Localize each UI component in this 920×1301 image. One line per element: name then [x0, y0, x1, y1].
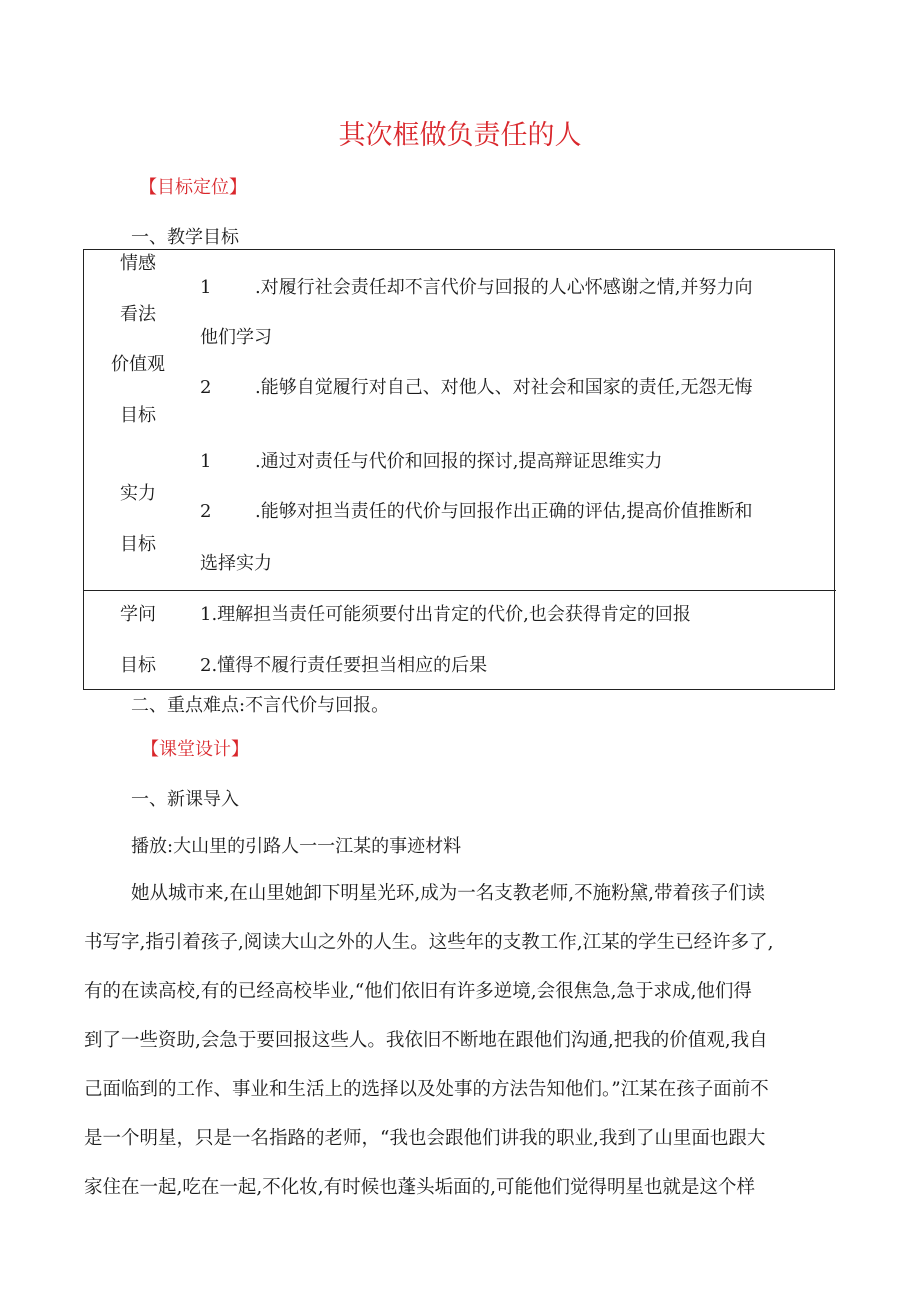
row1-item1-number: 1	[200, 277, 212, 298]
row2-item2-number: 2	[200, 501, 212, 522]
subsection-intro: 一、新课导入	[131, 789, 239, 810]
row3-item2: 2.懂得不履行责任要担当相应的后果	[200, 655, 488, 676]
row2-item2-continuation: 选择实力	[200, 553, 272, 574]
play-line: 播放:大山里的引路人一一江某的事迹材料	[131, 836, 462, 857]
row1-label-line-1: 情感	[120, 253, 156, 274]
row3-label-line-1: 学问	[120, 604, 156, 625]
row2-item1-number: 1	[200, 451, 212, 472]
paragraph-line-7: 家住在一起,吃在一起,不化妆,有时候也蓬头垢面的,可能他们觉得明星也就是这个样	[84, 1177, 756, 1198]
class-design-heading: 【课堂设计】	[141, 739, 249, 760]
table-divider	[83, 590, 836, 591]
row1-label-line-3: 价值观	[111, 354, 165, 375]
paragraph-line-2: 书写字,指引着孩子,阅读大山之外的人生。这些年的支教工作,江某的学生已经许多了,	[84, 932, 774, 953]
page-title: 其次框做负责任的人	[338, 120, 582, 151]
row1-item2-number: 2	[200, 377, 212, 398]
paragraph-line-5: 己面临到的工作、事业和生活上的选择以及处事的方法告知他们。”江某在孩子面前不	[84, 1079, 769, 1100]
paragraph-line-6: 是一个明星，只是一名指路的老师，“我也会跟他们讲我的职业,我到了山里面也跟大	[84, 1128, 766, 1149]
row2-item2-text: .能够对担当责任的代价与回报作出正确的评估,提高价值推断和	[255, 501, 753, 522]
paragraph-line-4: 到了一些资助,会急于要回报这些人。我依旧不断地在跟他们沟通,把我的价值观,我自	[84, 1030, 768, 1051]
section-teaching-goals: 一、教学目标	[131, 227, 239, 248]
section-key-points: 二、重点难点:不言代价与回报。	[131, 695, 390, 716]
row3-label-line-2: 目标	[120, 655, 156, 676]
row1-item1-text: .对履行社会责任却不言代价与回报的人心怀感谢之情,并努力向	[255, 277, 753, 298]
paragraph-line-3: 有的在读高校,有的已经高校毕业,“他们依旧有许多逆境,会很焦急,急于求成,他们得	[84, 981, 752, 1002]
row3-item1: 1.理解担当责任可能须要付出肯定的代价,也会获得肯定的回报	[200, 604, 691, 625]
row2-item1-text: .通过对责任与代价和回报的探讨,提高辩证思维实力	[255, 451, 663, 472]
row1-label-line-2: 看法	[120, 304, 156, 325]
row2-label-line-1: 实力	[120, 483, 156, 504]
row1-label-line-4: 目标	[120, 405, 156, 426]
objectives-heading: 【目标定位】	[139, 177, 247, 198]
row1-item2-text: .能够自觉履行对自己、对他人、对社会和国家的责任,无怨无悔	[255, 377, 753, 398]
row2-label-line-2: 目标	[120, 534, 156, 555]
row1-item1-continuation: 他们学习	[200, 327, 272, 348]
paragraph-line-1: 她从城市来,在山里她卸下明星光环,成为一名支教老师,不施粉黛,带着孩子们读	[131, 883, 766, 904]
